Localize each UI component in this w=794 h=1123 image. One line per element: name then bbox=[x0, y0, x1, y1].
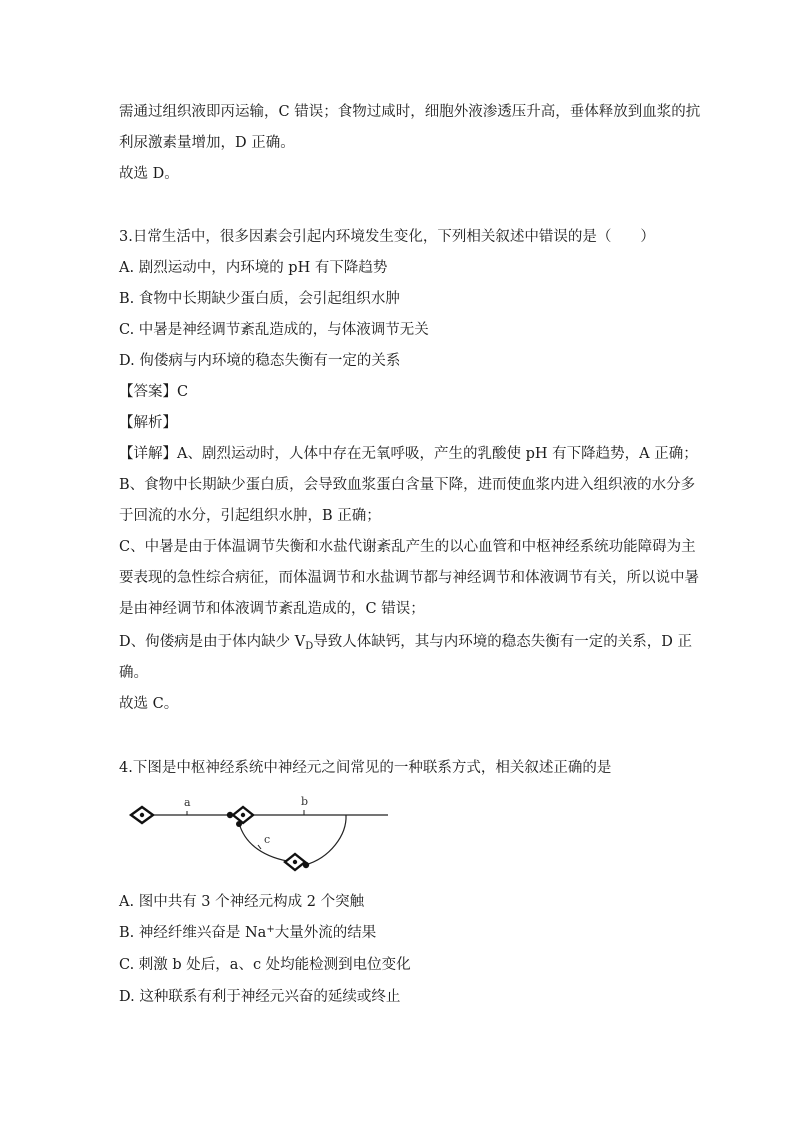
q3-detail-c-line1: C、中暑是由于体温调节失衡和水盐代谢紊乱产生的以心血管和中枢神经系统功能障碍为主 bbox=[119, 539, 696, 555]
q3-detail-d-pre: D、佝偻病是由于体内缺少 V bbox=[119, 634, 306, 650]
q3-option-d: D. 佝偻病与内环境的稳态失衡有一定的关系 bbox=[119, 353, 401, 369]
q3-detail-c-line2: 要表现的急性综合病征，而体温调节和水盐调节都与神经调节和体液调节有关，所以说中暑 bbox=[119, 570, 699, 586]
label-b: b bbox=[301, 795, 309, 808]
tick-c bbox=[258, 845, 261, 849]
q4-option-b bbox=[119, 923, 376, 943]
q4-option-b-sup: + bbox=[266, 924, 275, 935]
branch-junction-dot bbox=[236, 821, 242, 827]
q3-answer bbox=[119, 382, 188, 402]
q4-option-d: D. 这种联系有利于神经元兴奋的延续或终止 bbox=[119, 989, 401, 1005]
q3-detail-b-line1: B、食物中长期缺少蛋白质，会导致血浆蛋白含量下降，进而使血浆内进入组织液的水分多 bbox=[119, 477, 696, 493]
q3-conclusion: 故选 C。 bbox=[119, 696, 179, 712]
neuron-2-nucleus bbox=[241, 813, 245, 817]
synapse-3-terminal bbox=[303, 862, 309, 868]
q3-option-b: B. 食物中长期缺少蛋白质，会引起组织水肿 bbox=[119, 291, 400, 307]
q3-detail-d-line2: 确。 bbox=[119, 665, 148, 681]
q3-detail-a: 【详解】A、剧烈运动时，人体中存在无氧呼吸，产生的乳酸使 pH 有下降趋势，A 正确； bbox=[119, 446, 698, 462]
prev-text-line-2: 利尿激素量增加，D 正确。 bbox=[119, 135, 295, 151]
q4-option-b-pre: B. 神经纤维兴奋是 Na bbox=[119, 925, 267, 941]
neuron-1-nucleus bbox=[140, 813, 144, 817]
q3-detail-d-sub: D bbox=[305, 641, 314, 652]
q3-option-c: C. 中暑是神经调节紊乱造成的，与体液调节无关 bbox=[119, 322, 429, 338]
neuron-3-nucleus bbox=[293, 860, 297, 864]
label-c: c bbox=[264, 833, 271, 846]
neuron-3-axon bbox=[305, 815, 346, 865]
q4-stem: 4.下图是中枢神经系统中神经元之间常见的一种联系方式，相关叙述正确的是 bbox=[119, 760, 612, 776]
q4-option-a: A. 图中共有 3 个神经元构成 2 个突触 bbox=[119, 894, 365, 910]
q3-answer-value: C bbox=[177, 384, 189, 400]
q3-detail-b-line2: 于回流的水分，引起组织水肿，B 正确； bbox=[119, 508, 381, 524]
q3-detail-c-line3: 是由神经调节和体液调节紊乱造成的，C 错误； bbox=[119, 601, 425, 617]
q3-answer-label: 【答案】 bbox=[119, 384, 177, 400]
q3-detail-d-post: 导致人体缺钙，其与内环境的稳态失衡有一定的关系，D 正 bbox=[313, 634, 692, 650]
prev-conclusion: 故选 D。 bbox=[119, 166, 179, 182]
prev-text-line-1: 需通过组织液即丙运输，C 错误；食物过咸时，细胞外液渗透压升高，垂体释放到血浆的抗 bbox=[119, 104, 701, 120]
neuron-diagram bbox=[125, 790, 400, 875]
q3-stem: 3.日常生活中，很多因素会引起内环境发生变化，下列相关叙述中错误的是（ ） bbox=[119, 229, 655, 245]
q3-analysis-label: 【解析】 bbox=[119, 415, 177, 431]
label-a: a bbox=[184, 796, 191, 809]
q4-option-c: C. 刺激 b 处后，a、c 处均能检测到电位变化 bbox=[119, 957, 411, 973]
q4-option-b-post: 大量外流的结果 bbox=[274, 925, 377, 941]
q3-option-a: A. 剧烈运动中，内环境的 pH 有下降趋势 bbox=[119, 260, 388, 276]
q3-detail-d-line1 bbox=[119, 632, 692, 652]
